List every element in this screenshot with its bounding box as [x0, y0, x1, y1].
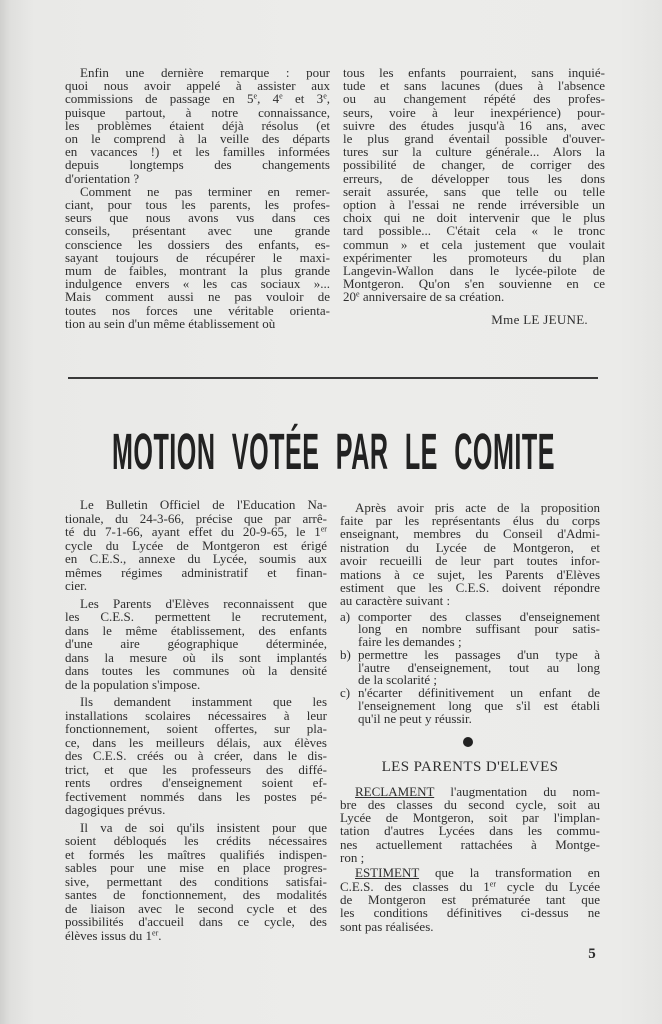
text-line: d'orientation ?: [65, 170, 140, 186]
motion-left-column: [65, 498, 327, 942]
text-line: tionale, du 24-3-66, précise que par arrê-: [65, 510, 327, 526]
text-line: [340, 880, 600, 893]
paragraph: [340, 866, 600, 932]
text-line: possibilités d'accueil dans ce cycle, des: [65, 914, 327, 929]
text-line: commun » et cela justement que voulait: [343, 236, 605, 252]
keyword: RECLAMENT: [355, 783, 435, 799]
text-line: puisque partout, à notre connaissance,: [65, 104, 330, 120]
paragraph: [65, 66, 330, 185]
text-line: dagogiques prévus.: [65, 802, 166, 817]
text-line: on le comprend à la veille des départs: [65, 131, 330, 147]
superscript: e: [356, 290, 360, 300]
text-line: cier.: [65, 578, 88, 593]
text-line: trict, et que les professeurs des diffé-: [65, 761, 327, 777]
text-line: Langevin-Wallon dans le lycée-pilote de: [343, 263, 605, 279]
text-line: possibilité de changer, de corriger des: [343, 157, 605, 173]
text-line: de la population s'impose.: [65, 676, 201, 692]
text-line: l'autre d'enseignement, tout au long: [358, 659, 600, 675]
text-line: Ils demandent instamment que les: [80, 694, 327, 709]
text-segment: cycle du Lycée: [496, 878, 600, 894]
text-line: sont pas réalisées.: [340, 918, 434, 934]
paragraph: [65, 695, 327, 817]
superscript: e: [323, 91, 327, 101]
text-segment: l'augmentation du nom-: [434, 783, 600, 799]
text-line: avoir recueilli de leur part toutes infor-: [340, 553, 600, 569]
text-line: le plus grand éventail possible d'ouver-: [343, 131, 605, 147]
text-line: Montgeron. Qu'on s'en souvienne en ce: [343, 276, 605, 292]
motion-intro: [340, 501, 600, 608]
text-line: mations à ce sujet, les Parents d'Elèves: [340, 566, 600, 582]
text-line: Après avoir pris acte de la proposition: [355, 499, 600, 515]
text-line: depuis longtemps des changements: [65, 157, 330, 173]
text-line: et formés les maîtres qualifiés indispen-: [65, 846, 327, 862]
text-line: [343, 290, 605, 303]
text-line: des C.E.S. créés ou à créer, dans le dis-: [65, 748, 327, 763]
text-line: [340, 866, 600, 879]
text-line: au caractère suivant :: [340, 593, 451, 609]
text-line: tion au sein d'un même établissement où: [65, 315, 276, 331]
condition-label: b): [340, 646, 351, 662]
text-segment: élèves issus du 1: [65, 927, 153, 943]
text-line: faite par les représentants élus du corps: [340, 512, 600, 528]
conditions-list: [340, 608, 600, 726]
text-line: Mais comment aussi ne pas vouloir de: [65, 289, 330, 305]
text-line: les problèmes étaient déjà résolus (et: [65, 117, 330, 133]
text-line: comporter des classes d'enseignement: [358, 608, 600, 624]
superscript: e: [279, 91, 283, 101]
text-line: nes actuellement rattachées à Montge-: [340, 836, 600, 852]
text-line: ciant, pour tous les parents, les profes-: [65, 197, 330, 213]
text-line: Il va de soi qu'ils insistent pour que: [80, 819, 327, 835]
condition-item: [340, 687, 600, 725]
author-signature: Mme LE JEUNE.: [491, 312, 588, 327]
text-line: santes de fonctionnement, des modalités: [65, 887, 327, 902]
text-line: mum de faibles, montrant la plus grande: [65, 263, 330, 279]
superscript: er: [152, 928, 159, 938]
text-line: sive, permettant des conditions satisfai-: [65, 873, 327, 889]
letter-right-column: [343, 66, 605, 304]
text-line: conscience les dossiers des enfants, es-: [65, 236, 330, 252]
text-line: tures sur la culture générale... Alors la: [343, 144, 605, 160]
text-line: [65, 92, 330, 105]
paragraph: [65, 821, 327, 943]
text-line: Le Bulletin Officiel de l'Education Na-: [80, 497, 327, 512]
text-line: enseignant, membres du Conseil d'Admi-: [340, 526, 600, 542]
superscript: e: [253, 91, 258, 101]
text-segment: et 3: [282, 91, 324, 107]
text-line: expérimenter les promoteurs du plan: [343, 249, 605, 265]
text-line: de Montgeron est prématurée tant que: [340, 892, 600, 908]
text-line: installations scolaires nécessaires à leur: [65, 707, 327, 723]
text-line: en C.E.S., annexe du Lycée, soumis aux: [65, 551, 327, 566]
text-line: [65, 525, 327, 539]
paragraph: [65, 498, 327, 593]
text-line: rents ordres d'enseignement soient ef-: [65, 775, 327, 790]
text-line: ron ;: [340, 849, 365, 865]
page-number: 5: [588, 946, 596, 962]
superscript: er: [320, 524, 327, 534]
text-line: ce, dans les meilleurs délais, aux élèves: [65, 734, 327, 750]
text-line: les conditions définitives ci-dessus ne: [340, 905, 600, 921]
text-line: faire les demandes ;: [358, 634, 462, 650]
parents-heading: LES PARENTS D'ELEVES: [381, 759, 559, 775]
superscript: er: [489, 879, 497, 889]
text-segment: té du 7-1-66, ayant effet du 20-9-65, le 1: [65, 524, 321, 539]
text-segment: anniversaire de sa création.: [359, 289, 505, 305]
text-line: mêmes régimes administratif et finan-: [65, 564, 327, 580]
text-line: les C.E.S. permettent le recrutement,: [65, 609, 327, 624]
text-line: permettre les passages d'un type à: [358, 646, 600, 662]
text-line: tude et sans lacunes (dues à l'absence: [343, 78, 605, 94]
paragraph: [340, 501, 600, 608]
text-line: conseils, présentant avec une grande: [65, 223, 330, 239]
text-line: d'une aire géographique déterminée,: [65, 636, 327, 651]
text-line: seurs, voire à leur inexpérience) pour-: [343, 104, 605, 120]
text-segment: .: [158, 927, 162, 943]
text-segment: , 4: [257, 91, 280, 107]
letter-left-column: [65, 66, 330, 330]
text-line: dans toutes les communes où la densité: [65, 663, 327, 678]
condition-item: [340, 608, 600, 650]
text-line: dans la mesure où ils sont implantés: [65, 649, 327, 665]
keyword: ESTIMENT: [355, 865, 420, 881]
text-line: [65, 929, 327, 943]
text-line: en vacances !) et les familles informées: [65, 144, 330, 160]
text-segment: 20: [343, 289, 356, 305]
condition-text: [358, 646, 600, 688]
text-line: Enfin une dernière remarque : pour: [80, 65, 330, 80]
text-line: toutes nos forces une véritable orienta-: [65, 302, 330, 318]
text-line: nistration du Lycée de Montgeron, et: [340, 539, 600, 555]
bullet-separator: [463, 737, 473, 747]
text-line: serait assurée, sans que telle ou telle: [343, 183, 605, 199]
text-line: indulgence envers « les cas sociaux »...: [65, 276, 330, 292]
motion-title: MOTION VOTÉE PAR LE COMITE: [112, 423, 555, 480]
text-line: long en nombre suffisant pour satis-: [358, 621, 600, 637]
text-line: quoi nous avoir appelé à assister aux: [65, 78, 330, 94]
paragraph: [65, 185, 330, 330]
condition-label: c): [340, 685, 351, 701]
text-line: qu'il ne peut y réussir.: [358, 710, 472, 726]
text-line: Comment ne pas terminer en remer-: [80, 183, 330, 199]
text-segment: ,: [326, 91, 331, 107]
text-segment: C.E.S. des classes du 1: [340, 878, 490, 894]
text-line: [340, 785, 600, 798]
text-line: Lycée de Montgeron, soit par l'implan-: [340, 810, 600, 826]
text-line: fonctionnement, soient offertes, sur pla-: [65, 721, 327, 736]
condition-item: [340, 646, 600, 688]
text-line: seurs que nous avons vus dans ces: [65, 210, 330, 226]
text-line: fectivement nommés dans les postes pé-: [65, 788, 327, 804]
text-line: tous les enfants pourraient, sans inquié-: [343, 65, 605, 80]
parents-demands: [340, 785, 600, 933]
text-line: ou au changement répété des profes-: [343, 91, 605, 107]
text-line: sayant toujours de récupérer le maxi-: [65, 249, 330, 265]
paragraph: [65, 597, 327, 692]
text-line: option à l'essai ne rende irréversible un: [343, 197, 605, 213]
text-line: tation d'autres Lycées dans les commu-: [340, 823, 600, 839]
text-line: cycle du Lycée de Montgeron est érigé: [65, 537, 327, 553]
text-line: tard possible... C'était cela « le tronc: [343, 223, 605, 239]
text-line: erreurs, de développer tous les dons: [343, 170, 605, 186]
paragraph: [340, 785, 600, 865]
condition-text: [358, 608, 600, 650]
text-line: soient débloqués les crédits nécessaires: [65, 833, 327, 848]
text-line: de liaison avec le second cycle et des: [65, 900, 327, 916]
text-line: l'enseignement long que s'il est établi: [358, 698, 600, 714]
text-line: Les Parents d'Elèves reconnaissent que: [80, 595, 327, 611]
section-divider: [68, 377, 598, 379]
text-line: bre des classes du second cycle, soit au: [340, 796, 600, 812]
motion-title-area: [112, 416, 555, 480]
text-line: de la scolarité ;: [358, 672, 438, 688]
paragraph: [343, 66, 605, 304]
text-line: choix qui ne doit intervenir que le plus: [343, 210, 605, 226]
text-line: sables pour une mise en place progres-: [65, 860, 327, 875]
text-line: n'écarter définitivement un enfant de: [358, 685, 600, 701]
text-line: dans le même établissement, des enfants: [65, 622, 327, 638]
text-segment: commissions de passage en 5: [65, 91, 254, 107]
text-segment: que la transformation en: [419, 865, 600, 881]
text-line: estiment que les C.E.S. doivent répondre: [340, 579, 600, 595]
condition-label: a): [340, 608, 351, 624]
text-line: suivre des études jusqu'à 16 ans, avec: [343, 117, 605, 133]
condition-text: [358, 687, 600, 725]
